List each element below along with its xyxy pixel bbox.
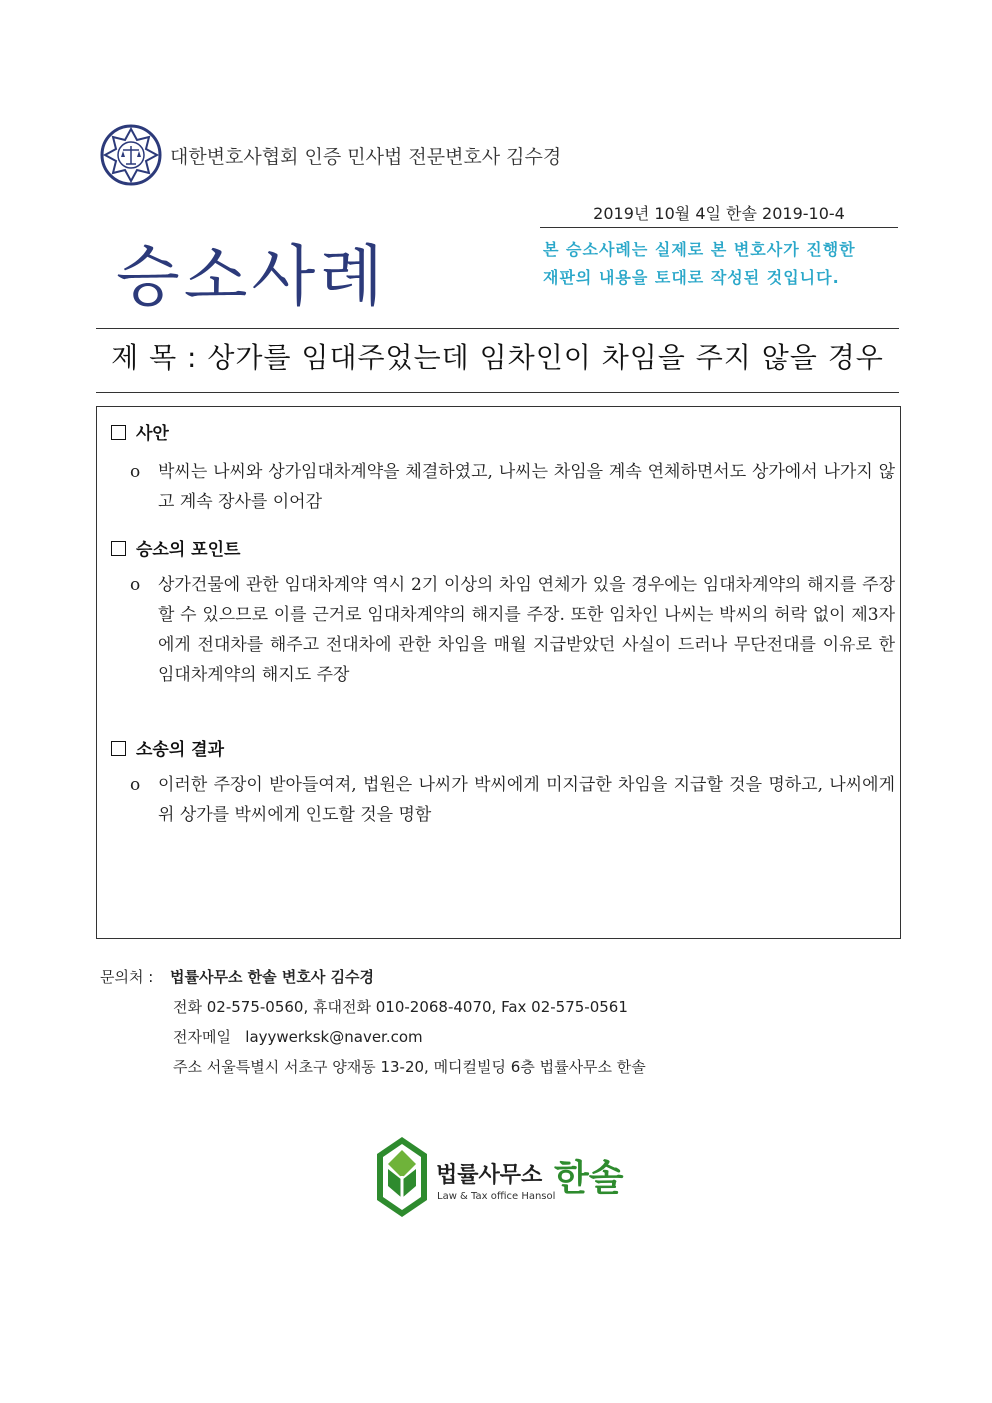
- section-heading-result: 소송의 결과: [111, 735, 224, 760]
- checkbox-square-icon: [111, 425, 126, 440]
- date-line: 2019년 10월 4일 한솔 2019-10-4: [540, 201, 898, 228]
- section-heading-case: 사안: [111, 419, 169, 444]
- contact-label: 문의처 :: [100, 968, 154, 986]
- bullet-icon: ο: [130, 575, 141, 595]
- section-heading-winning-point: 승소의 포인트: [111, 535, 240, 560]
- email-link[interactable]: layywerksk@naver.com: [245, 1028, 423, 1046]
- checkbox-square-icon: [111, 541, 126, 556]
- subject-line: 제 목 : 상가를 임대주었는데 임차인이 차임을 주지 않을 경우: [111, 341, 884, 374]
- email-label: 전자메일: [173, 1028, 231, 1046]
- divider: [96, 392, 899, 393]
- association-line: 대한변호사협회 인증 민사법 전문변호사 김수경: [170, 146, 562, 168]
- logo-text-en: Law & Tax office Hansol: [437, 1191, 556, 1202]
- checkbox-square-icon: [111, 741, 126, 756]
- list-item: ο 상가건물에 관한 임대차계약 역시 2기 이상의 차임 연체가 있을 경우에는 임대차계약의 해지를 주장할 수 있으므로 이를 근거로 임대차계약의 해지를 주장. 또한 임차인 나씨는 박씨의 허락 없이 제3자에게 전대차를 해주고 전대차에 관한 차임을 매월 지급받았던 사실이 드러나 무단전대를 이유로 한 임대차계약의 해지도 주장: [130, 570, 895, 690]
- list-item: ο 박씨는 나씨와 상가임대차계약을 체결하였고, 나씨는 차임을 계속 연체하면서도 상가에서 나가지 않고 계속 장사를 이어감: [130, 457, 895, 517]
- bullet-icon: ο: [130, 462, 141, 482]
- divider: [96, 328, 899, 329]
- leaf-logo-icon: [376, 1136, 428, 1218]
- contact-block: [100, 962, 646, 1082]
- logo-text-brand: 한솔: [554, 1158, 624, 1199]
- notice-text: 본 승소사례는 실제로 본 변호사가 진행한 재판의 내용을 토대로 작성된 것입니다.: [543, 240, 856, 287]
- contact-office: 법률사무소 한솔 변호사 김수경: [170, 968, 375, 986]
- contact-address: 주소 서울특별시 서초구 양재동 13-20, 메디컬빌딩 6층 법률사무소 한솔: [173, 1058, 646, 1076]
- bar-association-seal-icon: [100, 124, 162, 186]
- logo-text-ko: 법률사무소: [436, 1163, 543, 1188]
- bullet-icon: ο: [130, 775, 141, 795]
- page-title: 승소사례: [116, 238, 388, 315]
- list-item: ο 이러한 주장이 받아들여져, 법원은 나씨가 박씨에게 미지급한 차임을 지급할 것을 명하고, 나씨에게 위 상가를 박씨에게 인도할 것을 명함: [130, 770, 895, 830]
- contact-phone: 전화 02-575-0560, 휴대전화 010-2068-4070, Fax 02-575-0561: [173, 998, 628, 1016]
- contact-email-row: [100, 1022, 646, 1052]
